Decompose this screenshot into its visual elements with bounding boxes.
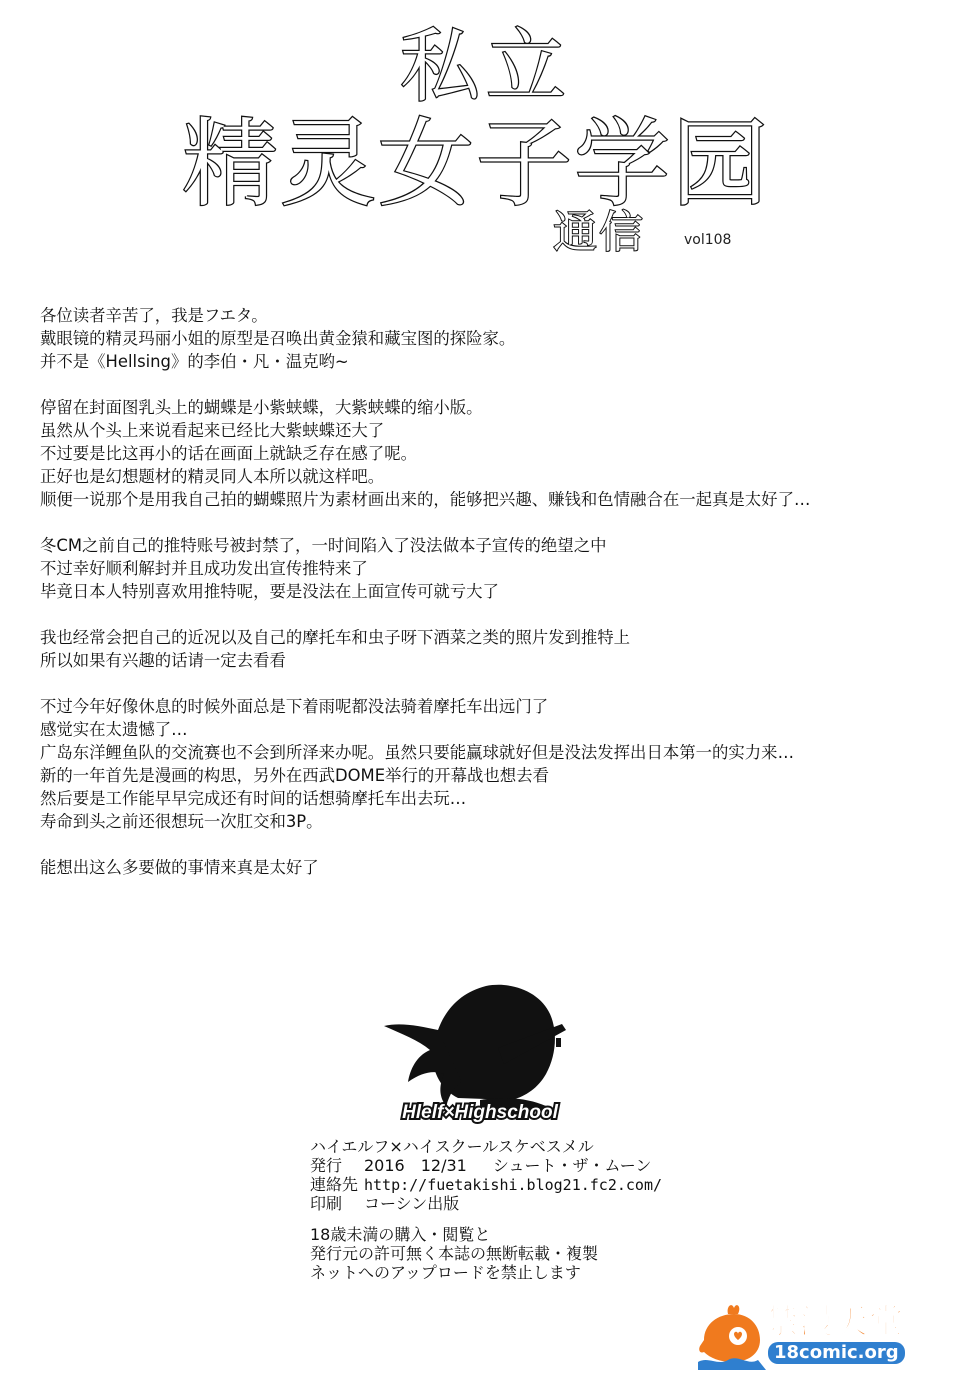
print-row [310, 1194, 730, 1213]
notice-line-3: ネットへのアップロードを禁止します [310, 1263, 581, 1282]
text-line: 正好也是幻想题材的精灵同人本所以就这样吧。 [40, 467, 385, 486]
text-line: 所以如果有兴趣的话请一定去看看 [40, 651, 286, 670]
text-line: 不过要是比这再小的话在画面上就缺乏存在感了呢。 [40, 444, 417, 463]
volume-number: vol108 [684, 232, 732, 248]
text-line: 戴眼镜的精灵玛丽小姐的原型是召唤出黄金猿和藏宝图的探险家。 [40, 329, 516, 348]
paragraph-gap [40, 833, 950, 856]
text-line: 感觉实在太遗憾了… [40, 720, 188, 739]
text-line: 不过幸好顺利解封并且成功发出宣传推特来了 [40, 559, 368, 578]
notice-line-1: 18歳未満の購入・閲覧と [310, 1225, 491, 1244]
logo-text: Hlelf×Highschool [402, 1102, 558, 1123]
contact-row [310, 1175, 730, 1194]
text-line: 我也经常会把自己的近况以及自己的摩托车和虫子呀下酒菜之类的照片发到推特上 [40, 628, 631, 647]
paragraph-gap [40, 603, 950, 626]
text-line: 并不是《Hellsing》的李伯・凡・温克哟~ [40, 352, 349, 371]
text-line: 停留在封面图乳头上的蝴蝶是小紫蛱蝶，大紫蛱蝶的缩小版。 [40, 398, 483, 417]
text-line: 冬CM之前自己的推特账号被封禁了，一时间陷入了没法做本子宣传的绝望之中 [40, 536, 607, 555]
book-title: ハイエルフ×ハイスクールスケベスメル [310, 1137, 594, 1156]
text-line: 能想出这么多要做的事情来真是太好了 [40, 858, 319, 877]
contact-label: 連絡先 [310, 1175, 359, 1194]
publish-row [310, 1156, 730, 1175]
paragraph-gap [40, 511, 950, 534]
text-line: 顺便一说那个是用我自己拍的蝴蝶照片为素材画出来的，能够把兴趣、赚钱和色情融合在一起真是太好了… [40, 490, 811, 509]
silhouette-glasses [556, 1038, 561, 1047]
text-line: 虽然从个头上来说看起来已经比大紫蛱蝶还大了 [40, 421, 385, 440]
colophon [310, 1137, 730, 1282]
text-line: 毕竟日本人特别喜欢用推特呢，要是没法在上面宣传可就亏大了 [40, 582, 499, 601]
publish-date: 2016 12/31 [364, 1156, 467, 1175]
text-line: 广岛东洋鲤鱼队的交流赛也不会到所泽来办呢。虽然只要能赢球就好但是没法发挥出日本第一的实力来… [40, 743, 794, 762]
text-line: 不过今年好像休息的时候外面总是下着雨呢都没法骑着摩托车出远门了 [40, 697, 549, 716]
title-line-2: 精灵女子学园 [182, 108, 770, 220]
text-line: 寿命到头之前还很想玩一次肛交和3P。 [40, 812, 323, 831]
title-line-1: 私立 [400, 20, 572, 113]
publisher-name: シュート・ザ・ムーン [492, 1156, 652, 1175]
text-line: 各位读者辛苦了，我是フエタ。 [40, 306, 268, 325]
subtitle: 通信 [553, 207, 645, 258]
paragraph-gap [40, 373, 950, 396]
watermark-url[interactable]: 18comic.org [768, 1342, 905, 1364]
afterword-text [40, 304, 950, 879]
publish-label: 発行 [310, 1156, 343, 1175]
site-watermark[interactable] [698, 1300, 938, 1370]
print-label: 印刷 [310, 1194, 343, 1213]
text-line: 然后要是工作能早早完成还有时间的话想骑摩托车出去玩… [40, 789, 467, 808]
watermark-title: 禁漫天堂 [764, 1302, 904, 1342]
character-silhouette-logo [380, 978, 580, 1124]
notice-line-2: 発行元の許可無く本誌の無断転載・複製 [310, 1244, 599, 1263]
contact-url[interactable]: http://fuetakishi.blog21.fc2.com/ [364, 1176, 663, 1194]
printer-name: コーシン出版 [364, 1194, 460, 1213]
paragraph-gap [40, 672, 950, 695]
whale-mascot-icon [698, 1300, 766, 1370]
text-line: 新的一年首先是漫画的构思，另外在西武DOME举行的开幕战也想去看 [40, 766, 549, 785]
